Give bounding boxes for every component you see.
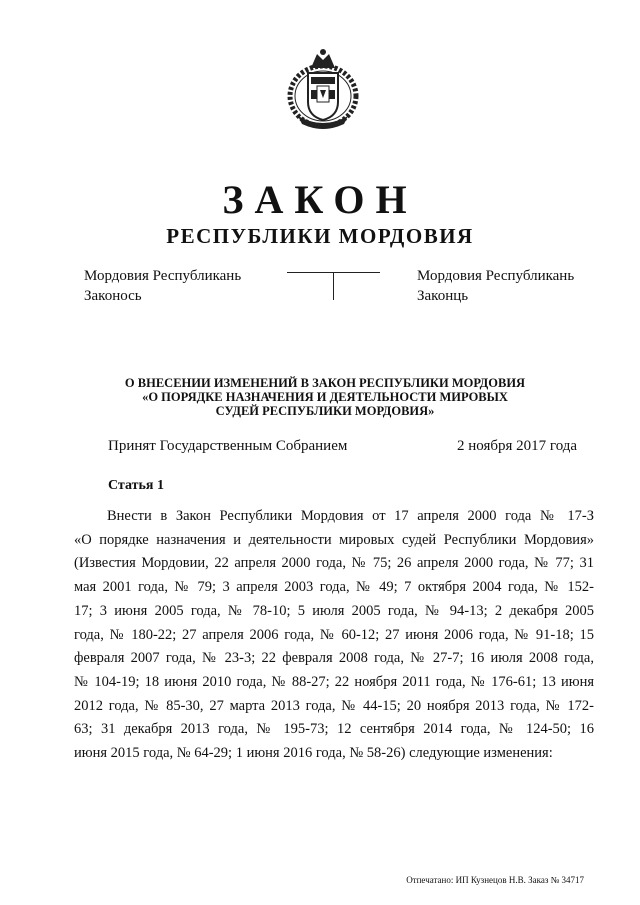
- law-subtitle: РЕСПУБЛИКИ МОРДОВИЯ: [166, 224, 474, 248]
- article-line: 63; 31 декабря 2013 года, № 195-73; 12 сентября 2014 года, № 124-50; 16: [74, 721, 594, 738]
- adopted-date: 2 ноября 2017 года: [457, 438, 578, 454]
- article-line: Внести в Закон Республики Мордовия от 17 апреля 2000 года № 17-З: [107, 508, 594, 524]
- header-right-erzya: [417, 266, 574, 306]
- law-title: ЗАКОН: [222, 177, 418, 222]
- amendment-title: [60, 376, 590, 418]
- article-line: 2012 года, № 85-30, 27 марта 2013 года, № 44-15; 20 ноября 2013 года, № 172-: [74, 697, 594, 714]
- print-footer: Отпечатано: ИП Кузнецов Н.В. Заказ № 34717: [406, 875, 584, 885]
- article-line: (Известия Мордовии, 22 апреля 2000 года, № 75; 26 апреля 2000 года, № 77; 31: [74, 555, 594, 572]
- article-line: июня 2015 года, № 64-29; 1 июня 2016 года, № 58-26) следующие изменения:: [74, 745, 553, 762]
- article-line: № 104-19; 18 июня 2010 года, № 88-27; 22 ноября 2011 года, № 176-61; 13 июня: [74, 673, 594, 690]
- amendment-title-line: СУДЕЙ РЕСПУБЛИКИ МОРДОВИЯ»: [215, 404, 435, 418]
- article-line: мая 2001 года, № 79; 3 апреля 2003 года, № 49; 7 октября 2004 года, № 152-: [74, 579, 594, 596]
- header-left-line: Мордовия Республикань: [84, 268, 242, 284]
- article-line: 17; 3 июня 2005 года, № 78-10; 5 июля 2005 года, № 94-13; 2 декабря 2005: [74, 602, 594, 619]
- article-body: [74, 505, 594, 766]
- header-left-moksha: [84, 266, 241, 306]
- header-left-line: Законось: [84, 288, 142, 304]
- article-line: февраля 2007 года, № 23-3; 22 февраля 2008 года, № 27-7; 16 июля 2008 года,: [74, 650, 594, 667]
- header-divider-vertical: [333, 272, 334, 300]
- article-heading: Статья 1: [108, 478, 164, 493]
- article-line: «О порядке назначения и деятельности мировых судей Республики Мордовия»: [74, 531, 594, 548]
- header-right-line: Законць: [417, 288, 469, 304]
- coat-of-arms-icon: [284, 46, 362, 132]
- header-right-line: Мордовия Республикань: [417, 268, 575, 284]
- article-line: года, № 180-22; 27 апреля 2006 года, № 60-12; 27 июня 2006 года, № 91-18; 15: [74, 626, 594, 643]
- amendment-title-line: «О ПОРЯДКЕ НАЗНАЧЕНИЯ И ДЕЯТЕЛЬНОСТИ МИРОВЫХ: [142, 390, 508, 404]
- adopted-by: Принят Государственным Собранием: [108, 438, 348, 454]
- amendment-title-line: О ВНЕСЕНИИ ИЗМЕНЕНИЙ В ЗАКОН РЕСПУБЛИКИ МОРДОВИЯ: [124, 376, 526, 390]
